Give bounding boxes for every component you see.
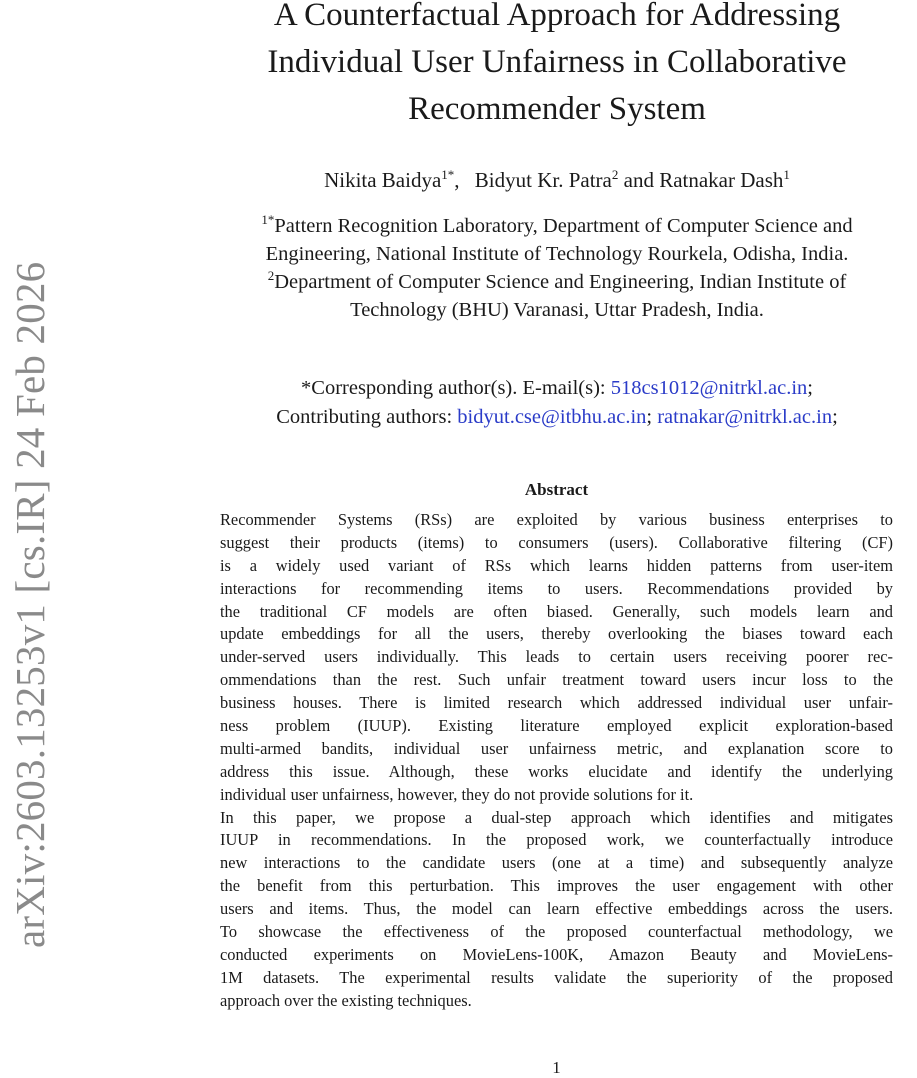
abstract-line: ommendations than the rest. Such unfair treatment toward users incur loss to the [220,670,893,690]
corresponding-author-line [190,374,917,403]
abstract-line: conducted experiments on MovieLens-100K, Amazon Beauty and MovieLens- [220,944,893,964]
abstract-line: In this paper, we propose a dual-step approach which identifies and mitigates [220,807,893,827]
abstract-line: users and items. Thus, the model can learn effective embeddings across the users. [220,899,893,919]
contributing-authors-line [190,403,917,432]
abstract-line: new interactions to the candidate users (one at a time) and subsequently analyze [220,853,893,873]
title-line: Individual User Unfairness in Collaborative [267,44,847,80]
corresponding-label: *Corresponding author(s). E-mail(s): [301,377,611,399]
abstract-line: individual user unfairness, however, they do not provide solutions for it. [220,784,694,804]
arxiv-sidebar [0,0,60,1076]
affiliations [190,212,917,324]
abstract-line: under-served users individually. This leads to certain users receiving poorer rec- [220,647,893,667]
abstract-heading: Abstract [524,480,589,499]
paper-title [190,0,917,133]
abstract-line: multi-armed bandits, individual user unfairness metric, and explanation score to [220,738,893,758]
author-separator: , [454,168,460,192]
abstract-line: To showcase the effectiveness of the proposed counterfactual methodology, we [220,922,893,942]
abstract-line: the benefit from this perturbation. This improves the user engagement with other [220,876,893,896]
author-name: Nikita Baidya [324,168,442,192]
punctuation: ; [646,406,658,428]
affiliation-line [190,212,917,240]
author-name: Ratnakar Dash [659,168,784,192]
corresponding-email-link[interactable]: 518cs1012@nitrkl.ac.in [610,377,808,399]
affiliation-line [190,268,917,296]
author-affiliation-mark: 2 [611,167,619,182]
abstract-line: Recommender Systems (RSs) are exploited by various business enterprises to [220,510,893,529]
contributing-email-link[interactable]: ratnakar@nitrkl.ac.in [657,406,833,428]
author-affiliation-mark: 1* [441,167,455,182]
affiliation-mark: 1* [261,212,275,227]
contact-info [190,374,917,432]
punctuation: ; [832,406,838,428]
abstract-line: address this issue. Although, these works elucidate and identify the underlying [220,761,893,781]
author-name: Bidyut Kr. Patra [474,168,612,192]
punctuation: ; [807,377,813,399]
abstract-line: update embeddings for all the users, thereby overlooking the biases toward each [220,624,893,644]
abstract-body [220,509,893,1013]
title-line: Recommender System [408,91,706,127]
affiliation-line: Engineering, National Institute of Technology Rourkela, Odisha, India. [265,243,849,265]
abstract-line: business houses. There is limited research which addressed individual user unfair- [220,693,893,713]
affiliation-mark: 2 [267,268,275,283]
abstract-line: ness problem (IUUP). Existing literature employed explicit exploration-based [220,716,893,736]
affiliation-line: Technology (BHU) Varanasi, Uttar Pradesh, India. [350,299,764,321]
author-affiliation-mark: 1 [783,167,790,182]
title-line: A Counterfactual Approach for Addressing [273,0,841,33]
contributing-email-link[interactable]: bidyut.cse@itbhu.ac.in [457,406,647,428]
abstract-line: the traditional CF models are often biased. Generally, such models learn and [220,601,893,621]
page-number: 1 [552,1058,561,1077]
abstract-line: 1M datasets. The experimental results validate the superiority of the proposed [220,967,893,987]
author-list [190,168,917,193]
abstract-line: approach over the existing techniques. [220,990,472,1010]
abstract-line: is a widely used variant of RSs which learns hidden patterns from user-item [220,555,893,575]
contributing-label: Contributing authors: [276,406,458,428]
author-separator: and [618,168,654,192]
arxiv-identifier: arXiv:2603.13253v1 [cs.IR] 24 Feb 2026 [7,261,53,948]
affiliation-text: Pattern Recognition Laboratory, Department of Computer Science and [274,215,853,237]
affiliation-text: Department of Computer Science and Engineering, Indian Institute of [274,271,847,293]
abstract-line: IUUP in recommendations. In the proposed work, we counterfactually introduce [220,830,893,850]
abstract-line: interactions for recommending items to users. Recommendations provided by [220,578,893,598]
abstract-line: suggest their products (items) to consumers (users). Collaborative filtering (CF) [220,532,893,552]
